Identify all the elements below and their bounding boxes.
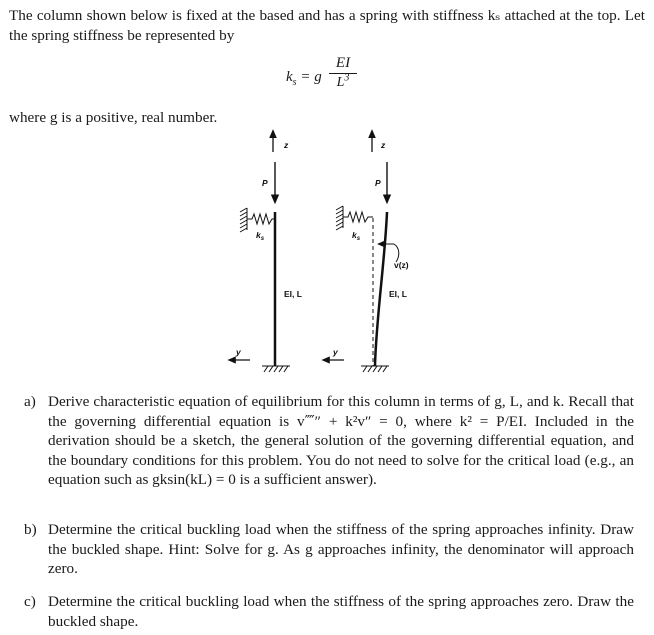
question-b-marker: b) bbox=[24, 521, 37, 538]
question-a-marker: a) bbox=[24, 393, 36, 410]
left-ei-label: EI, L bbox=[284, 289, 302, 299]
right-fixed-base bbox=[361, 366, 389, 372]
right-ks-label: $k_s$ bbox=[352, 230, 361, 242]
equation-lhs-subscript: s bbox=[292, 77, 297, 88]
where-paragraph: where g is a positive, real number. bbox=[9, 109, 218, 126]
left-spring bbox=[247, 214, 275, 224]
left-ks-label: $k_s$ bbox=[256, 230, 265, 242]
right-buckled-column bbox=[375, 212, 387, 366]
question-c bbox=[24, 592, 634, 631]
equation-denominator: L bbox=[336, 75, 345, 90]
right-z-label: z bbox=[381, 140, 386, 150]
right-y-label: y bbox=[333, 347, 338, 357]
right-column-figure bbox=[325, 133, 409, 372]
right-spring bbox=[343, 212, 373, 222]
right-wall-hatch bbox=[336, 206, 343, 230]
question-a-text: Derive characteristic equation of equilibrium for this column in terms of g, L, and k. Recall that the governing differential equation is v⁗″ + k²v″ = 0, where k² = P/EI. Included in the derivation should be a sketch, the general solution of the governing differential equation, and the boundary conditions for this problem. You do not need to solve for the critical load (e.g., an equation such as gksin(kL) = 0 is a sufficient answer). bbox=[48, 393, 634, 489]
question-b-text: Determine the critical buckling load when the stiffness of the spring approaches infinity. Draw the buckled shape. Hint: Solve for g. As g approaches infinity, the denominator will approach zero. bbox=[48, 521, 634, 578]
right-v-label: v(z) bbox=[394, 260, 409, 270]
right-ei-label: EI, L bbox=[389, 289, 407, 299]
question-a bbox=[24, 392, 634, 490]
equation-denominator-exponent: 3 bbox=[344, 72, 350, 84]
right-p-label: P bbox=[375, 178, 381, 188]
left-z-label: z bbox=[284, 140, 289, 150]
left-fixed-base bbox=[262, 366, 290, 372]
question-b bbox=[24, 520, 634, 579]
equation-lhs-symbol: k bbox=[286, 69, 293, 85]
equation-equals-g: = g bbox=[300, 69, 322, 85]
left-column-figure bbox=[231, 133, 302, 372]
left-wall-hatch bbox=[240, 208, 247, 232]
question-c-marker: c) bbox=[24, 593, 36, 610]
equation-numerator: EI bbox=[335, 55, 351, 71]
question-c-text: Determine the critical buckling load when the stiffness of the spring approaches zero. Draw the buckled shape. bbox=[48, 593, 634, 630]
left-y-label: y bbox=[236, 347, 241, 357]
left-p-label: P bbox=[262, 178, 268, 188]
intro-paragraph: The column shown below is fixed at the based and has a spring with stiffness kₛ attached at the top. Let the spring stiffness be represented by bbox=[9, 7, 645, 44]
